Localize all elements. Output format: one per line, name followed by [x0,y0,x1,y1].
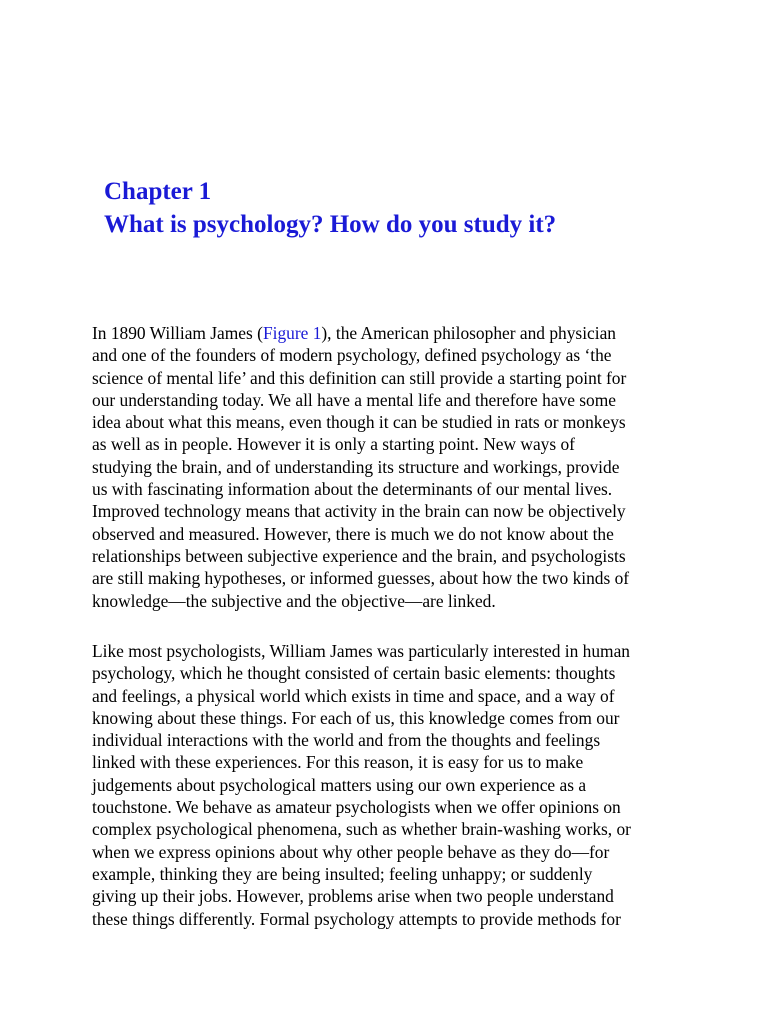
paragraph-line: knowing about these things. For each of us, this knowledge comes from our [92,707,620,728]
paragraph-line: individual interactions with the world and from the thoughts and feelings [92,730,601,751]
paragraph-line: touchstone. We behave as amateur psychologists when we offer opinions on [92,797,621,818]
paragraph-line: are still making hypotheses, or informed guesses, about how the two kinds of [92,568,630,589]
chapter-title: What is psychology? How do you study it? [104,211,557,238]
paragraph-line: giving up their jobs. However, problems arise when two people understand [92,886,614,907]
paragraph-line: studying the brain, and of understanding its structure and workings, provide [92,456,620,477]
paragraph-line: linked with these experiences. For this reason, it is easy for us to make [92,752,584,773]
paragraph-line: science of mental life’ and this definition can still provide a starting point for [92,367,627,388]
paragraph-line: idea about what this means, even though it can be studied in rats or monkeys [92,412,626,433]
paragraph-line: judgements about psychological matters using our own experience as a [92,774,587,795]
paragraph-line: when we express opinions about why other people behave as they do—for [92,841,610,862]
paragraph-line: and feelings, a physical world which exists in time and space, and a way of [92,685,615,706]
chapter-heading [104,175,724,241]
paragraph-2 [92,640,692,930]
paragraph-line: Improved technology means that activity in the brain can now be objectively [92,501,626,522]
paragraph-line: our understanding today. We all have a mental life and therefore have some [92,389,616,410]
figure-1-link[interactable]: Figure 1 [262,323,322,343]
paragraph-line: relationships between subjective experience and the brain, and psychologists [92,545,626,566]
paragraph-line: observed and measured. However, there is much we do not know about the [92,523,614,544]
text-run: In 1890 William James ( [92,323,263,343]
paragraph-line [92,322,692,344]
paragraph-line: these things differently. Formal psychology attempts to provide methods for [92,908,621,929]
text-run: ), the American philosopher and physician [321,323,616,343]
paragraph-line: knowledge—the subjective and the objective—are linked. [92,590,496,611]
chapter-number: Chapter 1 [104,178,212,205]
paragraph-line: as well as in people. However it is only a starting point. New ways of [92,434,575,455]
paragraph-1 [92,322,692,612]
paragraph-line: example, thinking they are being insulted; feeling unhappy; or suddenly [92,863,593,884]
paragraph-line: us with fascinating information about the determinants of our mental lives. [92,479,613,500]
paragraph-line: complex psychological phenomena, such as whether brain-washing works, or [92,819,631,840]
paragraph-line: psychology, which he thought consisted of certain basic elements: thoughts [92,663,616,684]
paragraph-line: Like most psychologists, William James was particularly interested in human [92,641,630,661]
paragraph-line: and one of the founders of modern psychology, defined psychology as ‘the [92,345,612,366]
